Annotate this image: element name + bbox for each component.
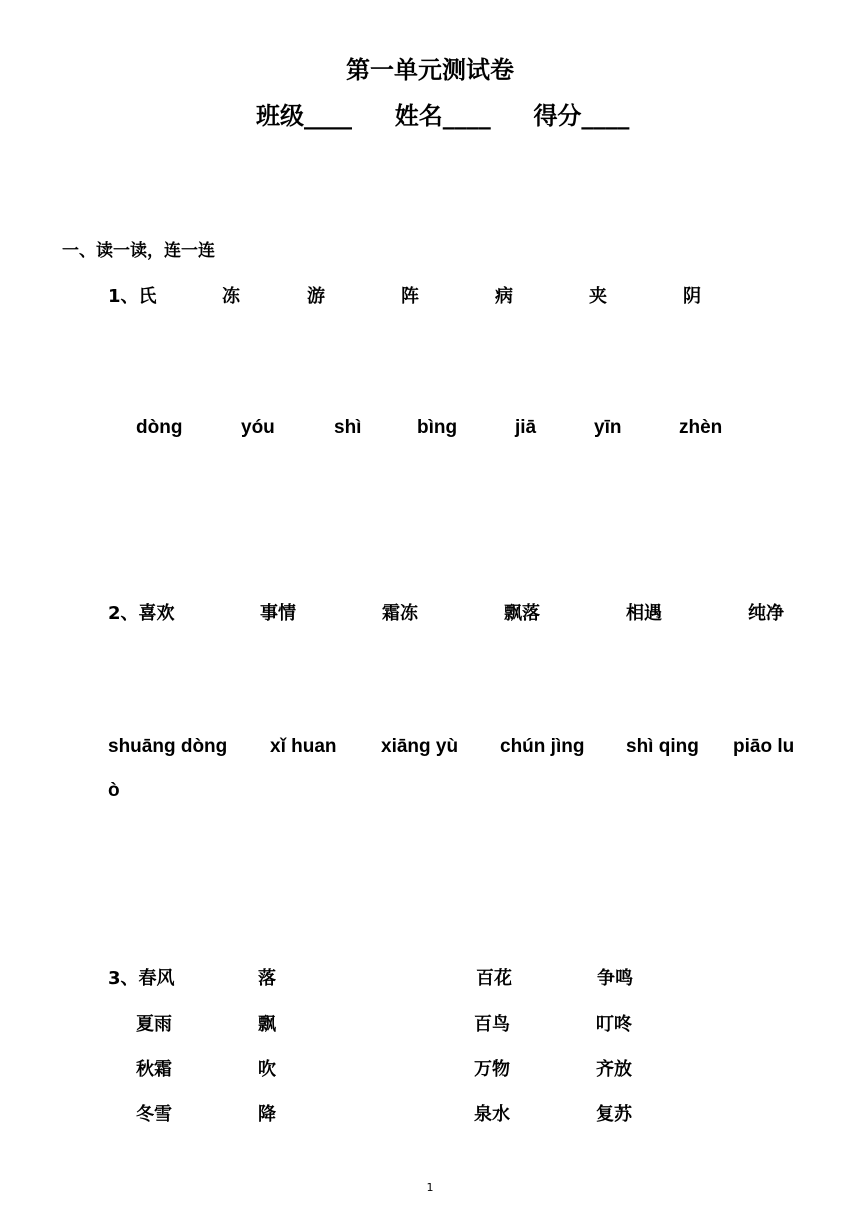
q2-pinyin: shì qing [626, 736, 699, 757]
q1-char: 冻 [222, 286, 240, 307]
q1-char: 阵 [401, 286, 419, 307]
q3-verb: 落 [258, 968, 276, 989]
q2-pinyin: chún jìng [500, 736, 585, 757]
q2-pinyin-wrap: ò [108, 780, 120, 801]
q2-word: 事情 [260, 603, 296, 624]
q3-season-word: 冬雪 [136, 1104, 172, 1125]
q2-word: 纯净 [748, 603, 784, 624]
name-field: 姓名____ [394, 102, 491, 130]
q1-pinyin: bìng [417, 417, 458, 438]
q1-char: 游 [307, 286, 325, 307]
q2-word: 2、喜欢 [108, 603, 175, 624]
q1-char: 阴 [683, 286, 701, 307]
section-heading: 一、读一读，连一连 [62, 241, 215, 261]
q1-char: 1、氏 [108, 286, 157, 307]
student-info-line [256, 96, 629, 131]
page-title: 第一单元测试卷 [346, 56, 514, 84]
q3-verb: 吹 [258, 1059, 276, 1080]
q1-pinyin: yóu [241, 417, 275, 438]
q3-subject: 泉水 [474, 1104, 510, 1125]
q2-word: 相遇 [626, 603, 662, 624]
score-field: 得分____ [533, 102, 630, 130]
q3-predicate: 复苏 [596, 1104, 632, 1125]
q3-subject: 万物 [474, 1059, 510, 1080]
q1-char: 夹 [589, 286, 607, 307]
q3-verb: 飘 [258, 1014, 276, 1035]
q2-word: 霜冻 [382, 603, 418, 624]
q1-pinyin: jiā [515, 417, 537, 438]
class-field: 班级____ [256, 102, 352, 130]
q3-season-word: 夏雨 [136, 1014, 172, 1035]
q1-char: 病 [495, 286, 513, 307]
q1-pinyin: shì [334, 417, 362, 438]
q3-verb: 降 [258, 1104, 276, 1125]
q3-season-word: 3、春风 [108, 968, 175, 989]
q3-predicate: 叮咚 [596, 1014, 632, 1035]
q2-pinyin: xiāng yù [381, 736, 459, 757]
q3-predicate: 争鸣 [597, 968, 633, 989]
q1-pinyin: dòng [136, 417, 183, 438]
q2-pinyin: piāo lu [733, 736, 795, 757]
q3-subject: 百花 [476, 968, 512, 989]
q1-pinyin: yīn [594, 417, 622, 438]
q1-pinyin: zhèn [679, 417, 723, 438]
page-number: 1 [426, 1181, 434, 1194]
q3-subject: 百鸟 [474, 1014, 510, 1035]
q2-pinyin: shuāng dòng [108, 736, 228, 757]
q2-word: 飘落 [504, 603, 540, 624]
q3-season-word: 秋霜 [136, 1059, 172, 1080]
q2-pinyin: xǐ huan [270, 736, 337, 757]
q3-predicate: 齐放 [596, 1059, 632, 1080]
